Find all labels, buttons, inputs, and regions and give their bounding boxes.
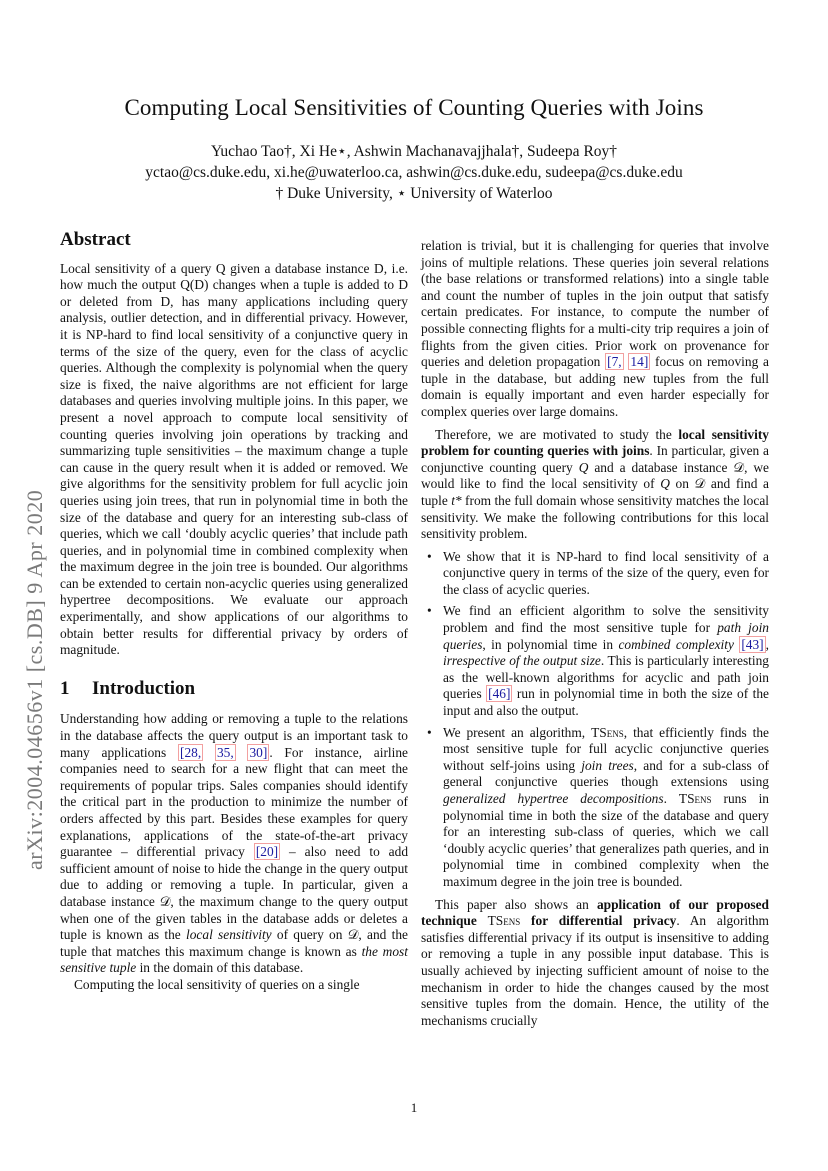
- emphasis: combined complexity: [618, 636, 734, 652]
- text-run: on 𝒟 and find a tuple: [421, 476, 769, 508]
- text-run: , in polynomial time in: [482, 636, 619, 652]
- contributions-list: [421, 549, 769, 891]
- text-run: . An algorithm satisfies differential privacy if its output is insensitive to adding or removing a tuple in any possible input database. This is usually achieved by injecting sufficient amount of noise to the mechanism in order to hide the changes caused by the most sensitive tuples from the domain. Hence, the utility of the mechanisms crucially: [421, 913, 769, 1028]
- bullet-icon: •: [427, 548, 432, 564]
- section-title: Introduction: [92, 677, 196, 699]
- citation-link[interactable]: 14]: [630, 354, 649, 370]
- bold-text: local sensitivity problem for counting queries with joins: [421, 426, 769, 459]
- text-run: , that efficiently finds the most sensitive tuple for full acyclic conjunctive queries without self-joins using: [443, 724, 769, 773]
- page-number: 1: [410, 1100, 418, 1115]
- text-run: from the full domain whose sensitivity matches the local sensitivity. We make the following contributions for this local sensitivity problem.: [421, 492, 769, 542]
- text-run: .: [663, 791, 679, 806]
- citation-link[interactable]: [28,: [179, 744, 202, 760]
- text-run: . For instance, airline companies need to search for a new flight that can meet the requirements of popular trips. Sales companies should identify the critical part in the production to minimize the number of orders affected by this part. Besides these examples for query explanations, applications of the state-of-the-art privacy guarantee – differential privacy: [60, 744, 408, 860]
- math-symbol: t*: [451, 492, 462, 508]
- list-item: [421, 549, 769, 599]
- bold-text: application of our proposed technique: [421, 896, 769, 929]
- bullet-icon: •: [427, 603, 432, 619]
- intro-paragraph-4: [421, 897, 769, 1030]
- intro-paragraph-3: [421, 427, 769, 543]
- text-run: We find an efficient algorithm to solve the sensitivity problem and find the most sensitive tuple for: [443, 603, 769, 636]
- text-run: of query on 𝒟, and the tuple that matches this maximum change is known as: [60, 927, 408, 959]
- text-run: , and for a sub-class of general conjunctive queries though extensions using: [443, 757, 769, 790]
- text-run: ,: [765, 636, 769, 652]
- abstract-heading: Abstract: [60, 229, 131, 250]
- text-run: This paper also shows an: [435, 896, 597, 912]
- intro-paragraph-2-cont: [421, 238, 769, 421]
- text-run: and a database instance 𝒟, we would like to find the local sensitivity of: [421, 459, 769, 492]
- emphasis: irrespective of the output size: [443, 653, 601, 669]
- text-run: focus on removing a tuple in the database, but adding new tuples from the full domain is equally important and even harder especially for complex queries over large domains.: [421, 354, 769, 419]
- text-run: relation is trivial, but it is challenging for queries that involve joins of multiple relations. These queries join several relations (the base relations or transformed relations) into a single table and count the number of tuples in the join output that satisfy certain predicates. For instance, to compute the number of possible connecting flights for a multi-city trip requires a join of flights from the given cities. Prior work on provenance for queries and deletion propagation: [421, 238, 769, 370]
- small-caps-name: TSens: [591, 724, 624, 740]
- text-run: Therefore, we are motivated to study the: [435, 426, 679, 442]
- small-caps-name: TSens: [678, 791, 712, 806]
- citation-link[interactable]: [20]: [255, 844, 279, 860]
- arxiv-stamp: arXiv:2004.04656v1 [cs.DB] 9 Apr 2020: [22, 489, 47, 870]
- left-column: [60, 229, 409, 994]
- citation-link[interactable]: [7,: [607, 354, 622, 370]
- right-column: [421, 238, 769, 1029]
- bold-text: for differential privacy: [531, 913, 677, 929]
- emails-line: yctao@cs.duke.edu, xi.he@uwaterloo.ca, ashwin@cs.duke.edu, sudeepa@cs.duke.edu: [145, 164, 683, 181]
- math-symbol: Q: [578, 459, 589, 475]
- text-run: run in polynomial time in both the size of the input and also the output.: [443, 686, 769, 719]
- citation-link[interactable]: 35,: [216, 744, 234, 760]
- citation-link[interactable]: 30]: [249, 744, 268, 760]
- intro-paragraph-2-start: Computing the local sensitivity of queries on a single: [74, 976, 360, 992]
- author-block: [0, 141, 828, 204]
- section-number: 1: [60, 677, 70, 699]
- emphasis: generalized hypertree decompositions: [443, 791, 664, 806]
- bullet-icon: •: [427, 724, 432, 740]
- text-run: runs in polynomial time in both the size of the database and query for an interesting sub-class of queries, which we call ‘doubly acyclic queries’ that generalizes path queries, and in polynomial time in combined complexity when the maximum degree in the join tree is bounded.: [443, 791, 769, 889]
- text-run: . In particular, given a conjunctive counting query: [421, 443, 769, 475]
- text-run: – also need to add sufficient amount of noise to hide the change in the query output due to adding or removing a tuple. In particular, given a database instance 𝒟, the maximum change to the query output when one of the given tables in the database adds or deletes a tuple is known as the: [60, 844, 409, 943]
- authors-line: Yuchao Tao†, Xi He⋆, Ashwin Machanavajjhala†, Sudeepa Roy†: [210, 143, 618, 160]
- affiliations-line: † Duke University, ⋆ University of Waterloo: [275, 185, 553, 202]
- abstract-text: Local sensitivity of a query Q given a database instance D, i.e. how much the output Q(D) changes when a tuple is added to D or deleted from D, has many applications including query analysis, outlier detection, and in differential privacy. However, it is NP-hard to find local sensitivity of a conjunctive query in terms of the size of the query, even for the class of acyclic queries. Although the complexity is polynomial when the query size is fixed, the naive algorithms are not efficient for large databases and queries involving multiple joins. In this paper, we present a novel approach to compute local sensitivity of counting queries involving join operations by tracking and summarizing tuple sensitivities – the maximum change a tuple can cause in the query result when it is added or removed. We give algorithms for the sensitivity problem for full acyclic join queries using join trees, that run in polynomial time in both the size of the database and query for an interesting sub-class of queries, which we call ‘doubly acyclic queries’ that include path queries, and in polynomial time in combined complexity when the maximum degree in the join tree is bounded. Our algorithms can be extended to certain non-acyclic queries using generalized hypertree decompositions. We evaluate our approach experimentally, and show applications of our algorithms to obtain better results for differential privacy by orders of magnitude.: [60, 260, 408, 658]
- list-item: [421, 725, 769, 891]
- text-run: [477, 913, 488, 928]
- small-caps-name: TSens: [487, 913, 521, 929]
- text-run: We present an algorithm,: [443, 724, 592, 740]
- citation-link[interactable]: [46]: [488, 686, 511, 702]
- text-run: in the domain of this database.: [136, 960, 304, 976]
- text-run: . This is particularly interesting as the well-known algorithms for acyclic and path join queries: [443, 653, 769, 702]
- list-item: [421, 603, 769, 719]
- text-run: [520, 913, 531, 928]
- math-symbol: Q: [660, 476, 670, 492]
- emphasis: the most sensitive tuple: [60, 943, 408, 976]
- text-run: We show that it is NP-hard to find local sensitivity of a conjunctive query in terms of the size of the query, even for the class of acyclic queries.: [443, 548, 769, 597]
- emphasis: join trees: [581, 757, 634, 773]
- text-run: Understanding how adding or removing a tuple to the relations in the database affects the query output is an important task to many applications: [60, 711, 408, 760]
- intro-heading: [60, 677, 408, 699]
- paper-title: Computing Local Sensitivities of Counting Queries with Joins: [124, 95, 704, 120]
- emphasis: path join queries: [443, 620, 769, 652]
- intro-paragraph-1: [60, 711, 408, 977]
- emphasis: local sensitivity: [186, 927, 272, 943]
- citation-link[interactable]: [43]: [741, 636, 764, 652]
